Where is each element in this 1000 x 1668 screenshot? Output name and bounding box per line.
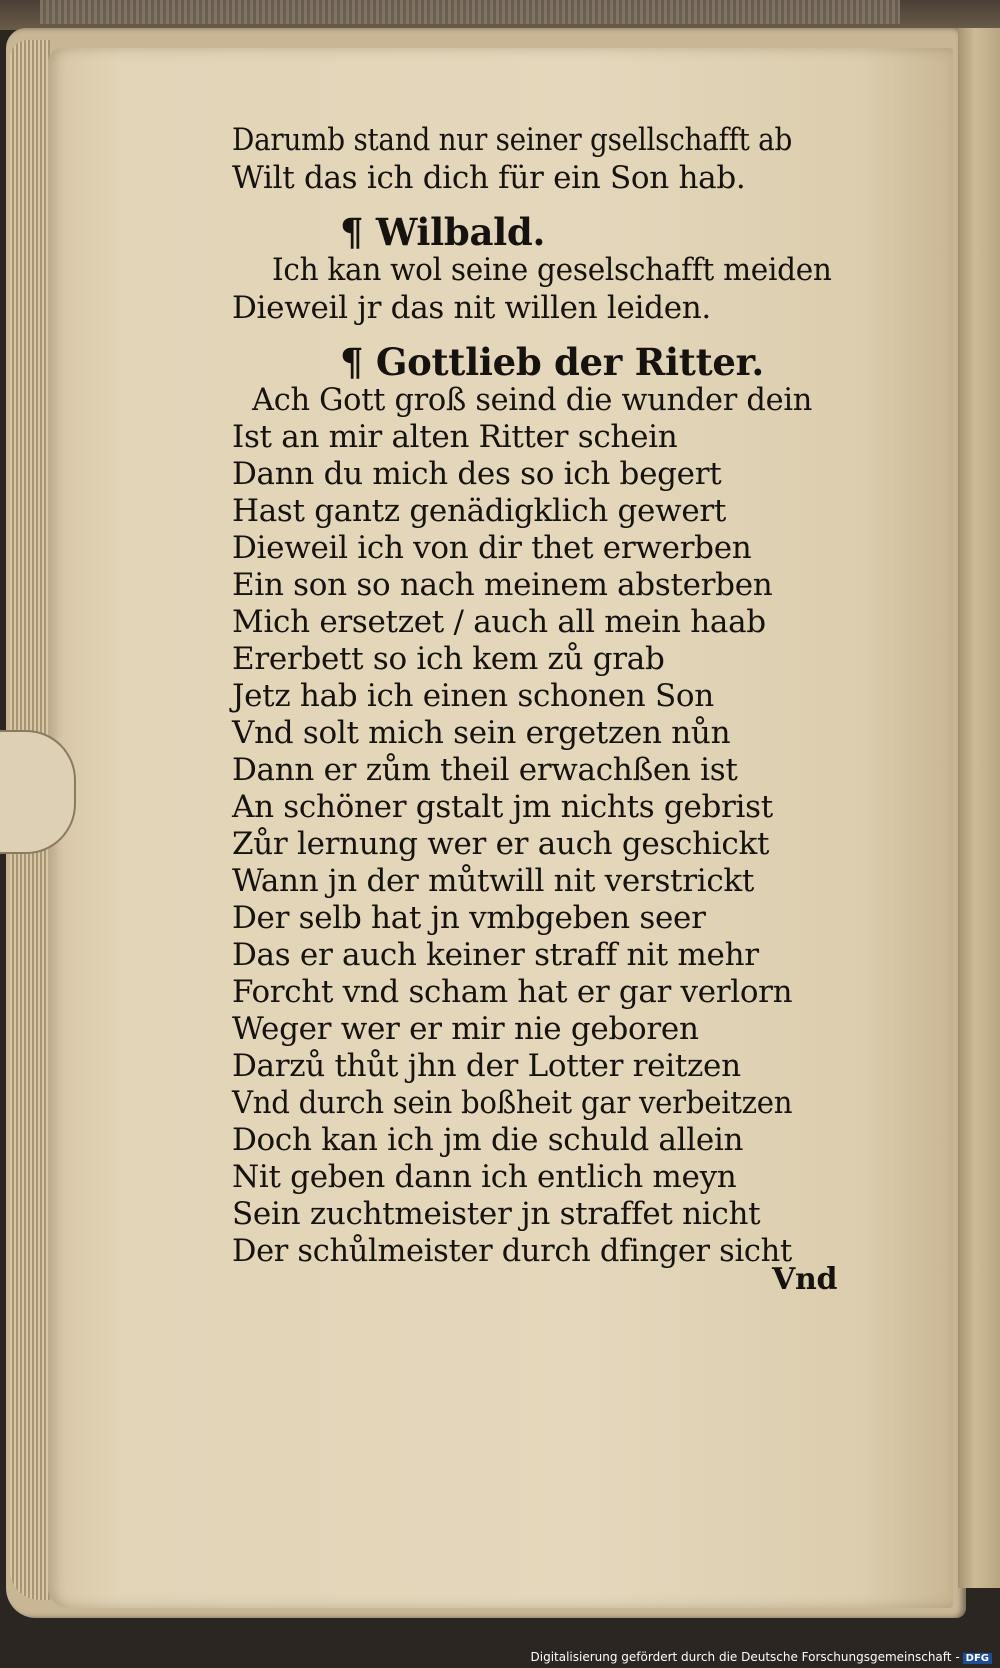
catchword: Vnd — [772, 1262, 838, 1297]
text-line: Doch kan ich jm die schuld allein — [232, 1122, 744, 1158]
text-line: An schöner gstalt jm nichts gebrist — [232, 789, 773, 825]
dfg-logo: DFG — [963, 1653, 992, 1664]
text-line: Weger wer er mir nie geboren — [232, 1011, 699, 1047]
text-line: Dann du mich des so ich begert — [232, 456, 722, 492]
text-line: Der selb hat jn vmbgeben seer — [232, 900, 706, 936]
text-line: Mich ersetzet / auch all mein haab — [232, 604, 766, 640]
text-line: Dieweil ich von dir thet erwerben — [232, 530, 752, 566]
text-line: Wann jn der můtwill nit verstrickt — [232, 863, 755, 899]
text-line: Ererbett so ich kem zů grab — [232, 641, 665, 677]
text-line: Zůr lernung wer er auch geschickt — [232, 826, 770, 862]
text-line: Das er auch keiner straff nit mehr — [232, 937, 759, 973]
text-line: Hast gantz genädigklich gewert — [232, 493, 727, 529]
book-top-edge — [0, 0, 1000, 30]
text-line: Darzů thůt jhn der Lotter reitzen — [232, 1048, 741, 1084]
text-line: Ein son so nach meinem absterben — [232, 567, 773, 603]
text-line: Sein zuchtmeister jn straffet nicht — [232, 1196, 761, 1232]
text-line: Vnd solt mich sein ergetzen nůn — [232, 715, 731, 751]
speaker-heading: ¶ Gottlieb der Ritter. — [340, 340, 764, 384]
text-line: Vnd durch sein boßheit gar verbeitzen — [232, 1085, 793, 1121]
text-line: Darumb stand nur seiner gsellschafft ab — [232, 122, 793, 158]
text-line: Forcht vnd scham hat er gar verlorn — [232, 974, 793, 1010]
text-line: Dieweil jr das nit willen leiden. — [232, 290, 711, 326]
facing-page-edge — [958, 28, 1000, 1588]
speaker-heading: ¶ Wilbald. — [340, 210, 546, 254]
text-line: Ich kan wol seine geselschafft meiden — [272, 252, 832, 288]
text-line: Ach Gott groß seind die wunder dein — [252, 382, 813, 418]
page-tab — [0, 730, 76, 854]
text-line: Jetz hab ich einen schonen Son — [232, 678, 714, 714]
credit-text: Digitalisierung gefördert durch die Deutsche Forschungsgemeinschaft - — [530, 1650, 960, 1664]
text-line: Ist an mir alten Ritter schein — [232, 419, 678, 455]
digitization-credit — [531, 1650, 993, 1664]
text-line: Nit geben dann ich entlich meyn — [232, 1159, 737, 1195]
text-line: Der schůlmeister durch dfinger sicht — [232, 1233, 792, 1269]
previous-page-edge — [40, 0, 900, 24]
text-line: Wilt das ich dich für ein Son hab. — [232, 160, 746, 196]
text-line: Dann er zům theil erwachßen ist — [232, 752, 738, 788]
